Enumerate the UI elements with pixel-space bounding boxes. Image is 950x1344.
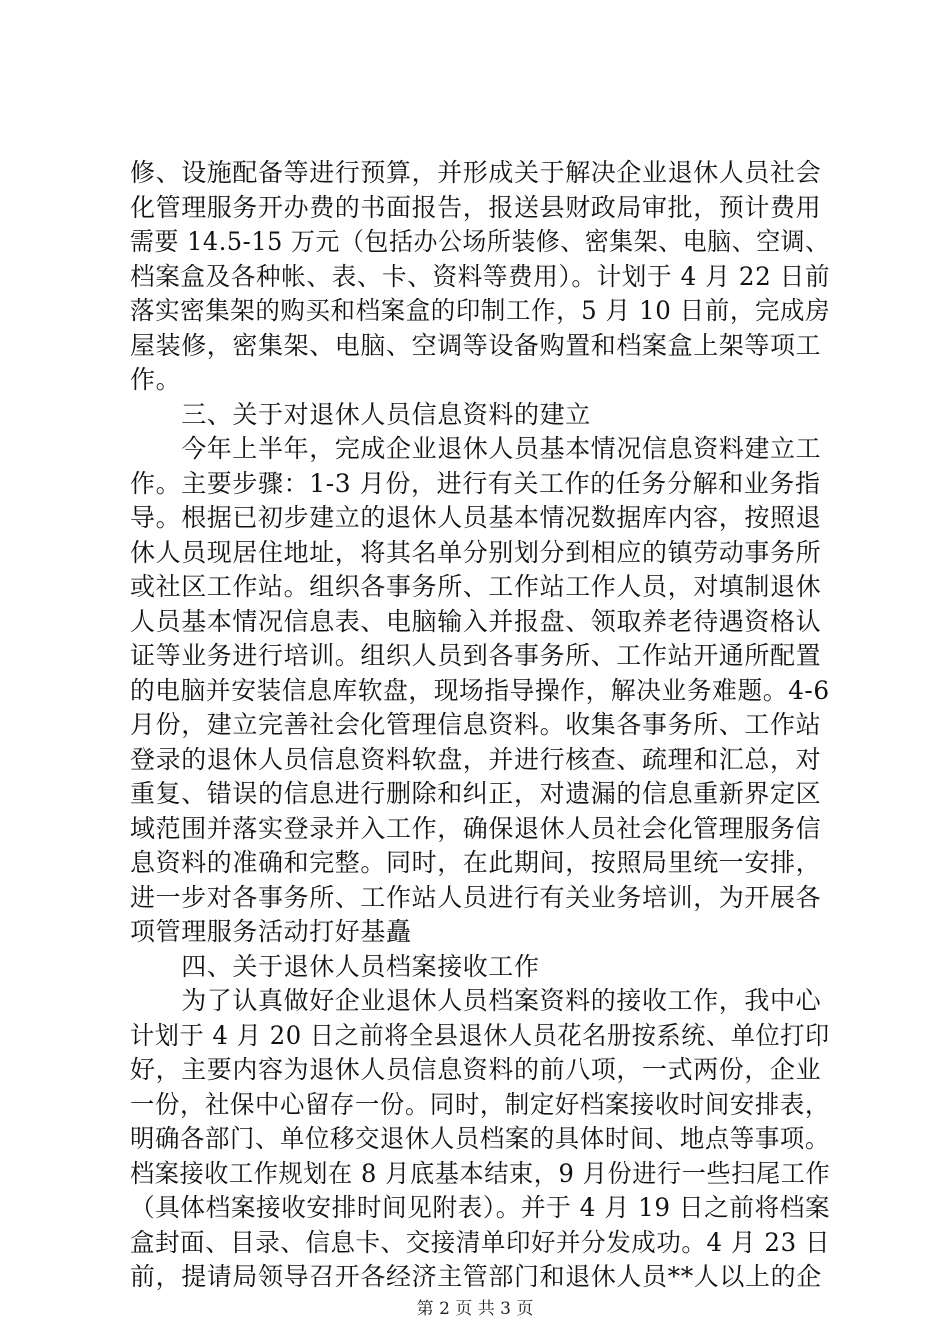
text-line: （具体档案接收安排时间见附表）。并于 4 月 19 日之前将档案: [130, 1193, 831, 1222]
text-line: 登录的退休人员信息资料软盘，并进行核查、疏理和汇总，对: [130, 744, 822, 774]
text-line: 休人员现居住地址，将其名单分别划分到相应的镇劳动事务所: [130, 537, 822, 567]
text-line: 好，主要内容为退休人员信息资料的前八项，一式两份，企业: [130, 1055, 822, 1084]
text-line: 盒封面、目录、信息卡、交接清单印好并分发成功。4 月 23 日: [130, 1227, 831, 1257]
text-line: 作。: [130, 365, 182, 394]
text-line: 证等业务进行培训。组织人员到各事务所、工作站开通所配置: [130, 641, 822, 670]
text-line: 人员基本情况信息表、电脑输入并报盘、领取养老待遇资格认: [130, 606, 822, 636]
text-line: 重复、错误的信息进行删除和纠正，对遗漏的信息重新界定区: [130, 779, 822, 808]
text-line: 域范围并落实登录并入工作，确保退休人员社会化管理服务信: [130, 813, 822, 843]
text-line: 进一步对各事务所、工作站人员进行有关业务培训，为开展各: [130, 882, 822, 912]
text-line: 项管理服务活动打好基矗: [130, 917, 412, 946]
text-line: 落实密集架的购买和档案盒的印制工作，5 月 10 日前，完成房: [130, 296, 831, 325]
text-line: 档案接收工作规划在 8 月底基本结束，9 月份进行一些扫尾工作: [130, 1158, 831, 1188]
text-line: 明确各部门、单位移交退休人员档案的具体时间、地点等事项。: [130, 1124, 830, 1153]
text-line: 为了认真做好企业退休人员档案资料的接收工作，我中心: [130, 986, 822, 1015]
text-line: 导。根据已初步建立的退休人员基本情况数据库内容，按照退: [130, 503, 822, 532]
text-line: 或社区工作站。组织各事务所、工作站工作人员，对填制退休: [130, 572, 822, 601]
text-line: 前，提请局领导召开各经济主管部门和退休人员**人以上的企: [130, 1262, 822, 1291]
text-line: 档案盒及各种帐、表、卡、资料等费用）。计划于 4 月 22 日前: [130, 261, 831, 291]
text-line: 计划于 4 月 20 日之前将全县退休人员花名册按系统、单位打印: [130, 1020, 830, 1050]
page-footer: 第 2 页 共 3 页: [416, 1299, 534, 1319]
text-line: 四、关于退休人员档案接收工作: [130, 951, 540, 981]
text-line: 月份，建立完善社会化管理信息资料。收集各事务所、工作站: [130, 710, 822, 739]
text-line: 息资料的准确和完整。同时，在此期间，按照局里统一安排，: [130, 848, 822, 877]
document-body: [130, 156, 830, 1295]
text-line: 一份，社保中心留存一份。同时，制定好档案接收时间安排表，: [130, 1089, 830, 1119]
text-line: 修、设施配备等进行预算，并形成关于解决企业退休人员社会: [130, 158, 822, 187]
text-line: 化管理服务开办费的书面报告，报送县财政局审批，预计费用: [130, 192, 822, 222]
text-line: 作。主要步骤：1-3 月份，进行有关工作的任务分解和业务指: [130, 468, 821, 498]
text-line: 三、关于对退休人员信息资料的建立: [130, 399, 591, 429]
text-line: 的电脑并安装信息库软盘，现场指导操作，解决业务难题。4-6: [130, 675, 830, 705]
text-line: 屋装修，密集架、电脑、空调等设备购置和档案盒上架等项工: [130, 330, 822, 360]
text-line: 需要 14.5-15 万元（包括办公场所装修、密集架、电脑、空调、: [130, 227, 830, 256]
text-line: 今年上半年，完成企业退休人员基本情况信息资料建立工: [130, 434, 822, 463]
